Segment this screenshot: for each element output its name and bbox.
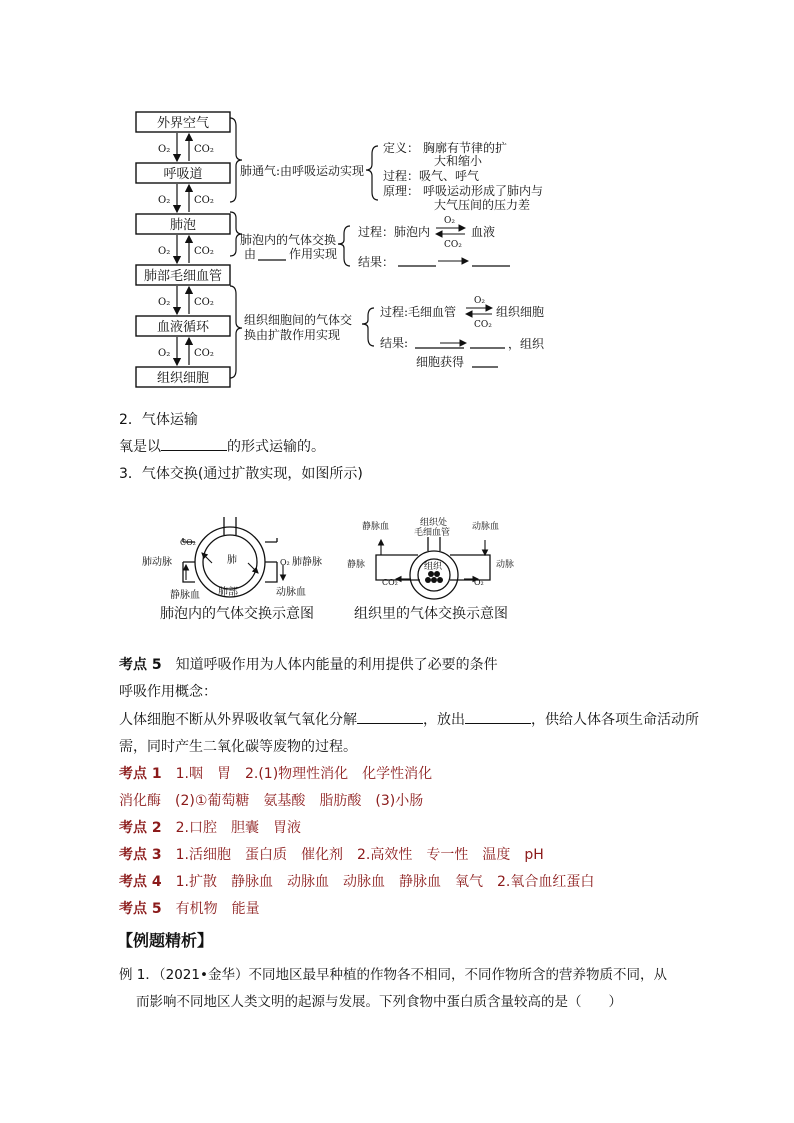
- svg-text:O₂: O₂: [474, 578, 484, 587]
- svg-text:肺动脉: 肺动脉: [142, 557, 172, 568]
- svg-text:CO₂: CO₂: [474, 320, 492, 330]
- svg-text:CO₂: CO₂: [194, 297, 214, 308]
- tissue-figure-caption: 组织里的气体交换示意图: [354, 606, 508, 622]
- svg-text:毛细血管: 毛细血管: [414, 528, 451, 538]
- respiration-concept-label: 呼吸作用概念：: [119, 684, 217, 700]
- tissue-title: 组织细胞间的气体交: [244, 313, 353, 327]
- respiration-concept-text-2: 需，同时产生二氧化碳等废物的过程。: [119, 739, 357, 755]
- svg-text:换由扩散作用实现: 换由扩散作用实现: [244, 328, 341, 342]
- svg-text:O₂: O₂: [158, 195, 171, 206]
- gas-exchange-figures: [0, 505, 794, 630]
- svg-text:作用实现: 作用实现: [289, 247, 338, 261]
- flow-label: 呼吸道: [163, 167, 203, 182]
- svg-text:血液: 血液: [471, 225, 496, 239]
- example-heading: 【例题精析】: [117, 931, 214, 950]
- flow-label: 外界空气: [156, 116, 210, 131]
- svg-text:O₂: O₂: [444, 216, 455, 226]
- svg-text:组织: 组织: [424, 562, 443, 572]
- ventilation-title: 肺通气:由呼吸运动实现: [240, 164, 365, 178]
- svg-text:O₂: O₂: [158, 144, 171, 155]
- section-3-title: 3．气体交换(通过扩散实现，如图所示): [119, 466, 363, 482]
- svg-text:静脉血: 静脉血: [170, 590, 200, 601]
- svg-text:CO₂: CO₂: [180, 538, 196, 547]
- svg-text:O₂: O₂: [474, 296, 485, 306]
- svg-text:CO₂: CO₂: [194, 195, 214, 206]
- respiration-flow-diagram: [0, 0, 794, 400]
- answer-blank[interactable]: [357, 711, 423, 724]
- svg-text:肺部: 肺部: [218, 587, 238, 598]
- answer-line: 考点 2 2.口腔 胆囊 胃液: [119, 820, 301, 836]
- svg-text:动脉血: 动脉血: [472, 522, 500, 532]
- example-question-line-1: 例 1．（2021•金华）不同地区最早种植的作物各不相同，不同作物所含的营养物质不同，从: [119, 967, 667, 983]
- flow-label: 组织细胞: [156, 371, 210, 386]
- svg-text:呼吸运动形成了肺内与: 呼吸运动形成了肺内与: [423, 184, 544, 198]
- flow-label: 血液循环: [156, 320, 210, 335]
- svg-text:O₂: O₂: [158, 246, 171, 257]
- svg-text:动脉血: 动脉血: [276, 587, 306, 598]
- svg-text:细胞获得: 细胞获得: [416, 355, 465, 369]
- svg-text:肺静脉: 肺静脉: [292, 557, 322, 568]
- answer-line: 考点 3 1.活细胞 蛋白质 催化剂 2.高效性 专一性 温度 pH: [119, 847, 544, 863]
- svg-text:CO₂: CO₂: [194, 144, 214, 155]
- svg-text:O₂: O₂: [280, 558, 290, 567]
- svg-text:定义：: 定义：: [383, 141, 420, 155]
- svg-text:过程：吸气、呼气: 过程：吸气、呼气: [383, 169, 480, 183]
- svg-text:结果:: 结果:: [380, 336, 409, 350]
- example-question-line-2: 而影响不同地区人类文明的起源与发展。下列食物中蛋白质含量较高的是（ ）: [136, 994, 622, 1010]
- svg-text:肺: 肺: [227, 555, 237, 566]
- svg-text:O₂: O₂: [158, 297, 171, 308]
- svg-text:结果：: 结果：: [358, 255, 395, 269]
- svg-text:组织细胞: 组织细胞: [496, 305, 545, 319]
- answer-line: 考点 4 1.扩散 静脉血 动脉血 动脉血 静脉血 氧气 2.氧合血红蛋白: [119, 874, 595, 890]
- answer-blank[interactable]: [161, 438, 227, 451]
- answer-blank[interactable]: [465, 711, 531, 724]
- answer-line: 考点 1 1.咽 胃 2.(1)物理性消化 化学性消化: [119, 766, 433, 782]
- svg-text:O₂: O₂: [158, 348, 171, 359]
- svg-text:胸廓有节律的扩: 胸廓有节律的扩: [423, 141, 508, 155]
- svg-text:过程：肺泡内: 过程：肺泡内: [358, 225, 431, 239]
- svg-text:CO₂: CO₂: [194, 246, 214, 257]
- alveolar-title: 肺泡内的气体交换: [240, 233, 337, 247]
- svg-text:组织处: 组织处: [420, 518, 448, 528]
- svg-text:动脉: 动脉: [496, 560, 515, 570]
- svg-text:过程:毛细血管: 过程:毛细血管: [380, 305, 457, 319]
- kaodian-5-title: 考点 5 知道呼吸作用为人体内能量的利用提供了必要的条件: [119, 657, 498, 673]
- svg-text:大气压间的压力差: 大气压间的压力差: [434, 198, 531, 212]
- svg-text:CO₂: CO₂: [194, 348, 214, 359]
- svg-text:静脉: 静脉: [347, 560, 366, 570]
- section-2-title: 2．气体运输: [119, 412, 198, 428]
- svg-text:CO₂: CO₂: [444, 240, 462, 250]
- answer-line: 考点 5 有机物 能量: [119, 901, 260, 917]
- respiration-concept-text: 人体细胞不断从外界吸收氧气氧化分解 ，放出 ，供给人体各项生命活动所: [119, 712, 699, 728]
- flow-label: 肺部毛细血管: [143, 269, 223, 284]
- brace: [230, 118, 242, 202]
- svg-text:由: 由: [244, 247, 257, 261]
- svg-text:CO₂: CO₂: [382, 578, 398, 587]
- svg-text:静脉血: 静脉血: [362, 522, 390, 532]
- svg-text:大和缩小: 大和缩小: [434, 154, 483, 168]
- svg-text:原理：: 原理：: [383, 184, 420, 198]
- svg-text:，组织: ，组织: [508, 337, 545, 351]
- section-2-text: 氧是以 的形式运输的。: [119, 439, 325, 455]
- lung-figure-caption: 肺泡内的气体交换示意图: [160, 606, 314, 622]
- flow-label: 肺泡: [169, 218, 197, 233]
- answer-line: 消化酶 (2)①葡萄糖 氨基酸 脂肪酸 (3)小肠: [119, 793, 424, 809]
